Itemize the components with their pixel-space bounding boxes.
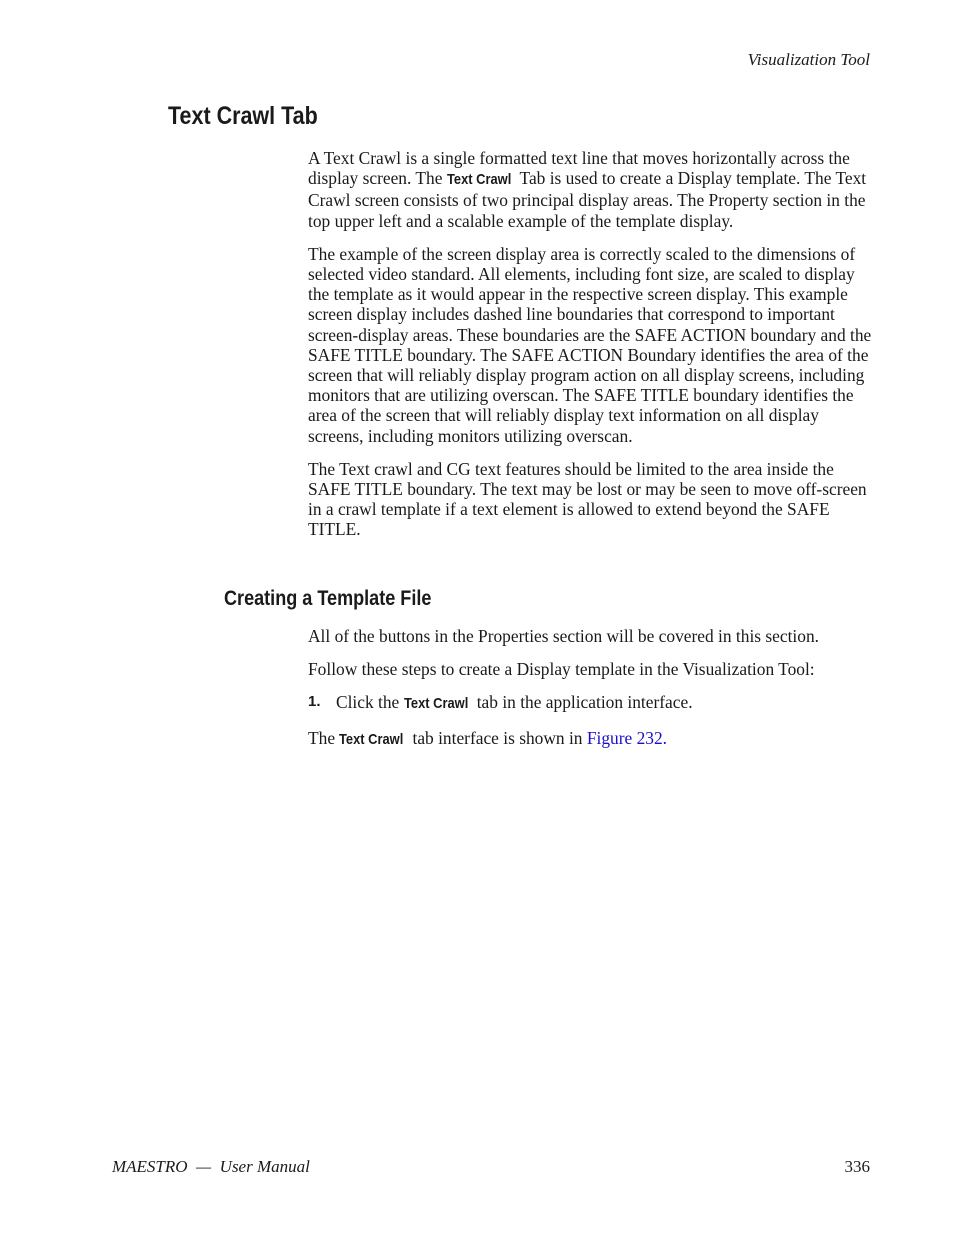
paragraph (308, 728, 872, 750)
paragraph: The example of the screen display area is correctly scaled to the dimensions of selected video standard. All elements, including font size, are scaled to display the template as it would appear in the respective screen display. This example screen display includes dashed line boundaries that correspond to important screen-display areas. These boundaries are the SAFE ACTION boundary and the SAFE TITLE boundary. The SAFE ACTION Boundary identifies the area of the screen that will reliably display program action on all display screens, including monitors that are utilizing overscan. The SAFE TITLE boundary identifies the area of the screen that will reliably display text information on all display screens, including monitors utilizing overscan. (308, 243, 872, 446)
running-header: Visualization Tool (747, 50, 870, 69)
paragraph (308, 148, 872, 231)
figure-link[interactable]: Figure 232. (586, 727, 668, 748)
paragraph-text: The (308, 727, 340, 748)
ui-term: Text Crawl (339, 730, 404, 748)
paragraph: Follow these steps to create a Display template in the Visualization Tool: (308, 659, 815, 680)
footer-doc-title: MAESTRO — User Manual (112, 1157, 310, 1176)
paragraph: All of the buttons in the Properties section will be covered in this section. (308, 626, 819, 646)
subsection-body (308, 626, 872, 763)
step-text: tab in the application interface. (472, 692, 693, 713)
step-text: Click the (336, 692, 404, 713)
ui-term: Text Crawl (403, 695, 468, 713)
paragraph-text: tab interface is shown in (408, 727, 587, 748)
paragraph-text: Tab is used to create a Display template. The Text Crawl screen consists of two principal display areas. The Property section in the top upper left and a scalable example of the template display. (308, 168, 867, 231)
section-title: Text Crawl Tab (168, 102, 318, 130)
step-number: 1. (308, 693, 321, 711)
subsection-title: Creating a Template File (224, 587, 432, 610)
paragraph: The Text crawl and CG text features should be limited to the area inside the SAFE TITLE boundary. The text may be lost or may be seen to move off-screen in a crawl template if a text element is allowed to extend beyond the SAFE TITLE. (308, 458, 867, 540)
section-body (308, 148, 872, 553)
ui-term: Text Crawl (446, 171, 512, 189)
page-number: 336 (844, 1157, 870, 1176)
paragraph-text: A Text Crawl is a single formatted text line that moves horizontally across the display screen. The (308, 148, 850, 189)
step-item (308, 692, 872, 714)
